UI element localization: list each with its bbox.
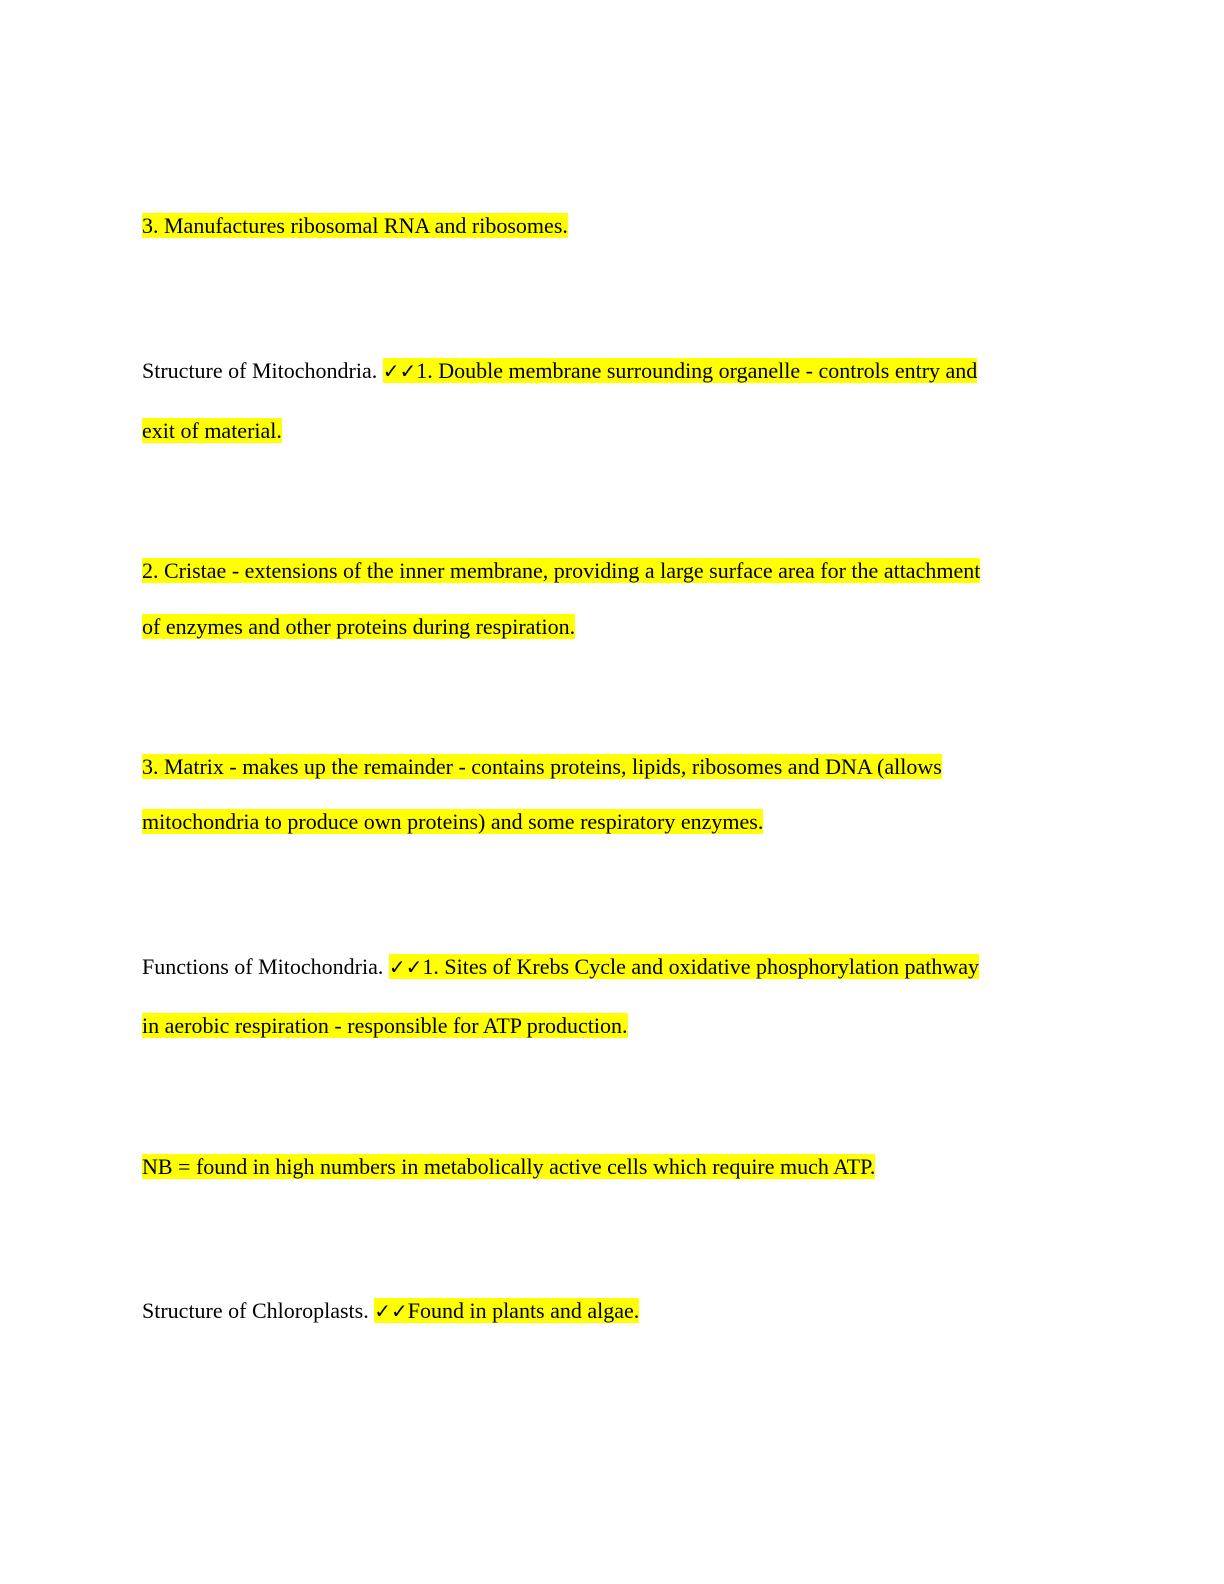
double-check-icon: ✓✓ <box>388 955 423 979</box>
text-line-exit-material <box>142 416 282 446</box>
double-check-icon: ✓✓ <box>382 359 417 383</box>
answer-text: 1. Double membrane surrounding organelle - controls entry and <box>416 358 978 383</box>
highlighted-text: 3. Manufactures ribosomal RNA and ribosomes. <box>142 213 568 238</box>
text-line-structure-mitochondria <box>142 356 977 386</box>
heading-term: Structure of Chloroplasts. <box>142 1298 369 1323</box>
highlighted-text: mitochondria to produce own proteins) and some respiratory enzymes. <box>142 809 764 834</box>
heading-term: Structure of Mitochondria. <box>142 358 378 383</box>
highlighted-text: exit of material. <box>142 418 282 443</box>
text-line-nb-note <box>142 1152 875 1182</box>
text-line-own-proteins <box>142 807 763 837</box>
highlighted-text: 3. Matrix - makes up the remainder - contains proteins, lipids, ribosomes and DNA (allows <box>142 754 942 779</box>
highlighted-answer <box>389 954 979 979</box>
answer-text: Found in plants and algae. <box>407 1298 640 1323</box>
highlighted-answer <box>383 358 978 383</box>
highlighted-text: NB = found in high numbers in metabolically active cells which require much ATP. <box>142 1154 876 1179</box>
text-line-functions-mitochondria <box>142 952 979 982</box>
text-line-structure-chloroplasts <box>142 1296 639 1326</box>
highlighted-text: 2. Cristae - extensions of the inner membrane, providing a large surface area for the attachment <box>142 558 981 583</box>
answer-text: 1. Sites of Krebs Cycle and oxidative phosphorylation pathway <box>422 954 980 979</box>
highlighted-text: in aerobic respiration - responsible for ATP production. <box>142 1013 628 1038</box>
text-line-enzymes <box>142 612 575 642</box>
highlighted-answer <box>374 1298 639 1323</box>
double-check-icon: ✓✓ <box>374 1299 408 1323</box>
highlighted-text: of enzymes and other proteins during respiration. <box>142 614 576 639</box>
text-line-cristae <box>142 556 980 586</box>
text-line-matrix <box>142 752 942 782</box>
heading-term: Functions of Mitochondria. <box>142 954 384 979</box>
text-line-ribosomal-rna <box>142 211 568 241</box>
text-line-aerobic-respiration <box>142 1011 628 1041</box>
